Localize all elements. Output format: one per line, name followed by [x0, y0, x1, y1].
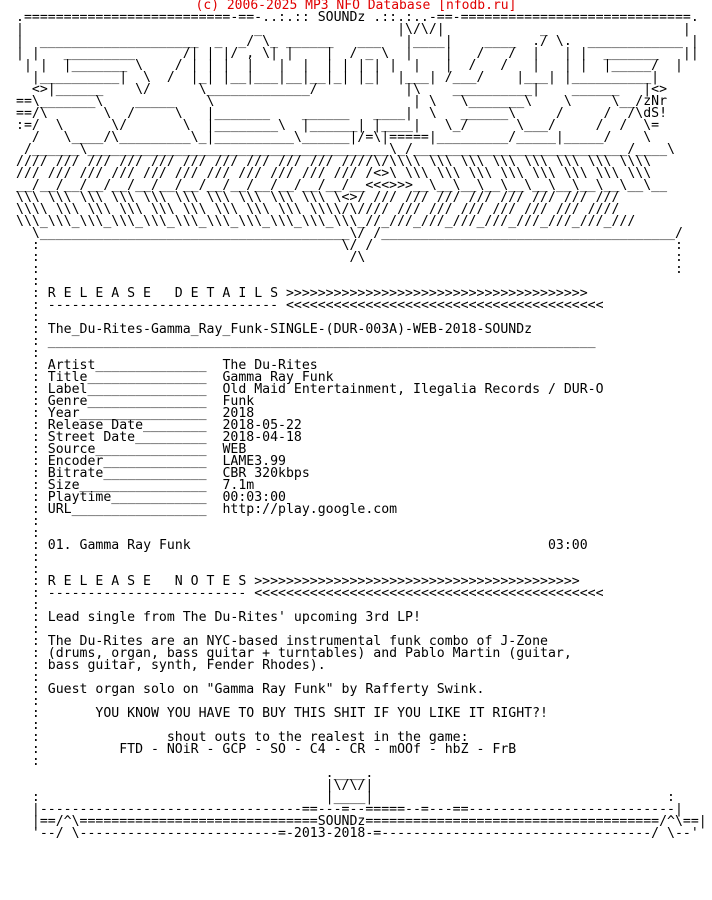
- field-label: Street Date: [47, 430, 136, 445]
- field-label: Title: [47, 370, 88, 385]
- field-label: Source: [47, 442, 96, 457]
- banner-art-line: \\\ \\\ \\\ \\\ \\\ \\\ \\\ \\\ \\\ \\\ \<>/ /// /// /// /// /// /// /// ///: [16, 190, 620, 205]
- track-title: Gamma Ray Funk: [79, 538, 191, 553]
- banner-art-line: / \____/\_________\_|__________\______|/=\|=====|_________/_____|_____/ \: [16, 130, 652, 145]
- banner-art-line: __/__/__/__/__/__/__/__/__/__/__/__/__/__/__<<<>>>__\__\__\__\__\__\__\__\__\__\__: [16, 178, 668, 193]
- field-label: Encoder: [47, 454, 104, 469]
- field-value: Old Maid Entertainment, Ilegalia Records / DUR-O: [222, 382, 604, 397]
- banner-art-line: /// /// /// /// /// /// /// /// /// /// /// /<>\ \\\ \\\ \\\ \\\ \\\ \\\ \\\ \\\: [16, 166, 652, 181]
- field-label: Label: [47, 382, 88, 397]
- field-label: Playtime: [47, 490, 112, 505]
- field-label: URL: [47, 502, 72, 517]
- banner-art-line: ==\_______\ _____ \ | \ \_______\ \ \__/zNr: [16, 94, 668, 109]
- field-label: Artist: [47, 358, 96, 373]
- banner-art-line: ==/\ \ / \ |_______ ______ ____| \ ______\ / / /\dS!: [16, 106, 668, 121]
- banner-art-line: | ____________________ _ _/ \_ ______ ___ |____| ____ ./ \. ____________ |: [16, 34, 699, 49]
- banner-art-line: : :: [16, 262, 683, 277]
- banner-art-line: /______\______________________________________\_/___________________________/____\: [16, 142, 675, 157]
- field-label: Release Date: [47, 418, 144, 433]
- border-line: :: [16, 274, 40, 289]
- footer-art-line: |---------------------------------==---=--=====--=---==--------------------------|: [16, 802, 683, 817]
- arrows-decoration: <<<<<<<<<<<<<<<<<<<<<<<<<<<<<<<<<<<<<<<<<<<<: [254, 586, 604, 601]
- banner-art-line: \_______________________________________\/ /_____________________________________/: [16, 226, 683, 241]
- track-length: 03:00: [547, 538, 588, 553]
- field-value: 00:03:00: [222, 490, 286, 505]
- banner-art-line: \\\\ \\\ \\\ \\\ \\\ \\\ \\\ \\\ \\\ \\\\/\//// /// /// /// /// /// /// ////: [16, 202, 620, 217]
- arrows-decoration: >>>>>>>>>>>>>>>>>>>>>>>>>>>>>>>>>>>>>>>>>: [254, 574, 580, 589]
- banner-art-line: //// /// /// /// /// /// /// /// /// /// ////\/\\\\ \\\ \\\ \\\ \\\ \\\ \\\ \\\\: [16, 154, 652, 169]
- shout-outs-title: shout outs to the realest in the game:: [166, 730, 469, 745]
- arrows-decoration: <<<<<<<<<<<<<<<<<<<<<<<<<<<<<<<<<<<<<<<<: [285, 298, 604, 313]
- field-value: The Du-Rites: [222, 358, 318, 373]
- notes-text-line: (drums, organ, bass guitar + turntables) and Pablo Martin (guitar,: [47, 646, 572, 661]
- footer-art-line: : |____| :: [16, 790, 675, 805]
- banner-art-line: :=/ \ \/ \ |________\ |______| |____| \_/ \___/ / / \=: [16, 118, 660, 133]
- copyright-header: (c) 2006-2025 MP3 NFO Database [nfodb.ru]: [195, 0, 517, 13]
- banner-art-line: \\\_\\\_\\\_\\\_\\\_\\\_\\\_\\\_\\\_\\\_\\\_//_///_///_///_///_///_///_///_///: [16, 214, 636, 229]
- field-label: Genre: [47, 394, 88, 409]
- field-value: 7.1m: [222, 478, 255, 493]
- release-notes-heading: R E L E A S E N O T E S: [47, 574, 247, 589]
- field-label: Bitrate: [47, 466, 104, 481]
- release-details-heading: R E L E A S E D E T A I L S: [47, 286, 279, 301]
- field-value: LAME3.99: [222, 454, 286, 469]
- shout-outs-groups: FTD - NOiR - GCP - SO - C4 - CR - mOOf - hbZ - FrB: [119, 742, 517, 757]
- field-label: Size: [47, 478, 80, 493]
- notes-text-line: Lead single from The Du-Rites' upcoming 3rd LP!: [47, 610, 421, 625]
- notes-text-line: The Du-Rites are an NYC-based instrumental funk combo of J-Zone: [47, 634, 548, 649]
- field-value: CBR 320kbps: [222, 466, 310, 481]
- field-value: 2018: [222, 406, 255, 421]
- banner-art-line: <>|______ \/ \_____________/ |\ __________| ______ |<>: [16, 82, 668, 97]
- banner-art-line: | | |_______ \ / | | | | | | | | | | | | | / / | | | |_____/ |: [16, 58, 683, 73]
- arrows-decoration: >>>>>>>>>>>>>>>>>>>>>>>>>>>>>>>>>>>>>>: [285, 286, 588, 301]
- dashes-decoration: -------------------------: [47, 586, 247, 601]
- tagline: YOU KNOW YOU HAVE TO BUY THIS SHIT IF YOU LIKE IT RIGHT?!: [95, 706, 548, 721]
- field-label: Year: [47, 406, 80, 421]
- field-value: http://play.google.com: [222, 502, 398, 517]
- field-value: 2018-05-22: [222, 418, 302, 433]
- dashes-decoration: -----------------------------: [47, 298, 279, 313]
- banner-art-line: | _ |\/\/| _ |: [16, 22, 691, 37]
- track-number: 01.: [47, 538, 72, 553]
- banner-art-line: : \/ / :: [16, 238, 683, 253]
- footer-art-line: '--/ \-------------------------=-2013-2018-=----------------------------------/ \--': [16, 826, 699, 841]
- field-value: Gamma Ray Funk: [222, 370, 334, 385]
- field-value: WEB: [222, 442, 247, 457]
- field-value: 2018-04-18: [222, 430, 302, 445]
- notes-text-line: Guest organ solo on "Gamma Ray Funk" by Rafferty Swink.: [47, 682, 485, 697]
- banner-art-line: | | _________ /| | |/ , \| | | / _ \ | | / / | | | _______ ||: [16, 46, 699, 61]
- release-name: The_Du-Rites-Gamma_Ray_Funk-SINGLE-(DUR-003A)-WEB-2018-SOUNDz: [47, 322, 533, 337]
- banner-art-line: : /\ :: [16, 250, 683, 265]
- footer-art-line: .____.: [16, 766, 374, 781]
- footer-art-line: |\/\/|: [16, 778, 374, 793]
- notes-text-line: bass guitar, synth, Fender Rhodes).: [47, 658, 326, 673]
- nfo-document: .==========================-==-..:.:: SOUNDz .::.:..-==-=============================. | _ |\/\/| _ | | ____________________ _ _/ \_ ______ ___ |____| ____ ./ \. ____________ | | | _________ /| | |/ , \| | | / _ \ | | / / | | | _______ || | | |_______ \ / | | | | | | | | | | | | | / / | | | |_____/ | |__________| \ / |_| |__|___|__|__|_| |_| |___| /___/ |___| |__________| <>|______ \/ \_____________/ |\ __________| ______ |<> ==\_______\ _____ \ | \ \_______\ \ \__/zNr ==/\ \ / \ |_______ ______ ____| \ ______\ / / /\dS! :=/ \ \/ \ |________\ |______| |____| \_/ \___/ / / \= / \____/\_________\_|__________\______|/=\|=====|_________/_____|_____/ \ /______\______________________________________\_/___________________________/____\ //// /// /// /// /// /// /// /// /// /// ////\/\\\\ \\\ \\\ \\\ \\\ \\\ \\\ \\\\ /// /// /// /// /// /// /// /// /// /// /// /<>\ \\\ \\\ \\\ \\\ \\\ \\\ \\\ \\\ __/__/__/__/__/__/__/__/__/__/__/__/__/__/__<<<>>>__\__\__\__\__\__\__\__\__\__\__ \\\ \\\ \\\ \\\ \\\ \\\ \\\ \\\ \\\ \\\ \<>/ /// /// /// /// /// /// /// /// \\\\ \\\ \\\ \\\ \\\ \\\ \\\ \\\ \\\ \\\\/\//// /// /// /// /// /// /// //// \\\_\\\_\\\_\\\_\\\_\\\_\\\_\\\_\\\_\\\_\\\_//_///_///_///_///_///_///_///_/// \_______________________________________\/ /_____________________________________/ : \/ / : : /\ : : : : : R E L E A S E D E T A I L S >>>>>>>>>>>>>>>>>>>>>>>>>>>>>>>>>>>>>> : ----------------------------- <<<<<<<<<<<<<<<<<<<<<<<<<<<<<<<<<<<<<<<< : : The_Du-Rites-Gamma_Ray_Funk-SINGLE-(DUR-003A)-WEB-2018-SOUNDz : _____________________________________________________________________ : : Artist______________ The Du-Rites : Title_______________ Gamma Ray Funk : Label_______________ Old Maid Entertainment, Ilegalia Records / DUR-O : Genre_______________ Funk : Year________________ 2018 : Release Date________ 2018-05-22 : Street Date_________ 2018-04-18 : Source______________ WEB : Encoder_____________ LAME3.99 : Bitrate_____________ CBR 320kbps : Size________________ 7.1m : Playtime____________ 00:03:00 : URL_________________ http://play.google.com : : : 01. Gamma Ray Funk 03:00 : : : R E L E A S E N O T E S >>>>>>>>>>>>>>>>>>>>>>>>>>>>>>>>>>>>>>>>> : ------------------------- <<<<<<<<<<<<<<<<<<<<<<<<<<<<<<<<<<<<<<<<<<<< : : Lead single from The Du-Rites' upcoming 3rd LP! : : The Du-Rites are an NYC-based instrumental funk combo of J-Zone : (drums, organ, bass guitar + turntables) and Pablo Martin (guitar, : bass guitar, synth, Fender Rhodes). : : Guest organ solo on "Gamma Ray Funk" by Rafferty Swink. : : YOU KNOW YOU HAVE TO BUY THIS SHIT IF YOU LIKE IT RIGHT?! : : shout outs to the realest in the game: : FTD - NOiR - GCP - SO - C4 - CR - mOOf - hbZ - FrB : .____. |\/\/| : |____| : |---------------------------------==---=--=====--=---==--------------------------| |==/^\==============================SOUNDz=====================================/^\==| '--/ \-------------------------=-2013-2018-=----------------------------------/ \--': [16, 10, 707, 841]
- field-value: Funk: [222, 394, 255, 409]
- banner-art-line: |__________| \ / |_| |__|___|__|__|_| |_| |___| /___/ |___| |__________|: [16, 70, 675, 85]
- banner-art-line: .==========================-==-..:.:: SOUNDz .::.:..-==-=============================.: [16, 10, 699, 25]
- footer-art-line: |==/^\==============================SOUNDz=====================================/^\==|: [16, 814, 707, 829]
